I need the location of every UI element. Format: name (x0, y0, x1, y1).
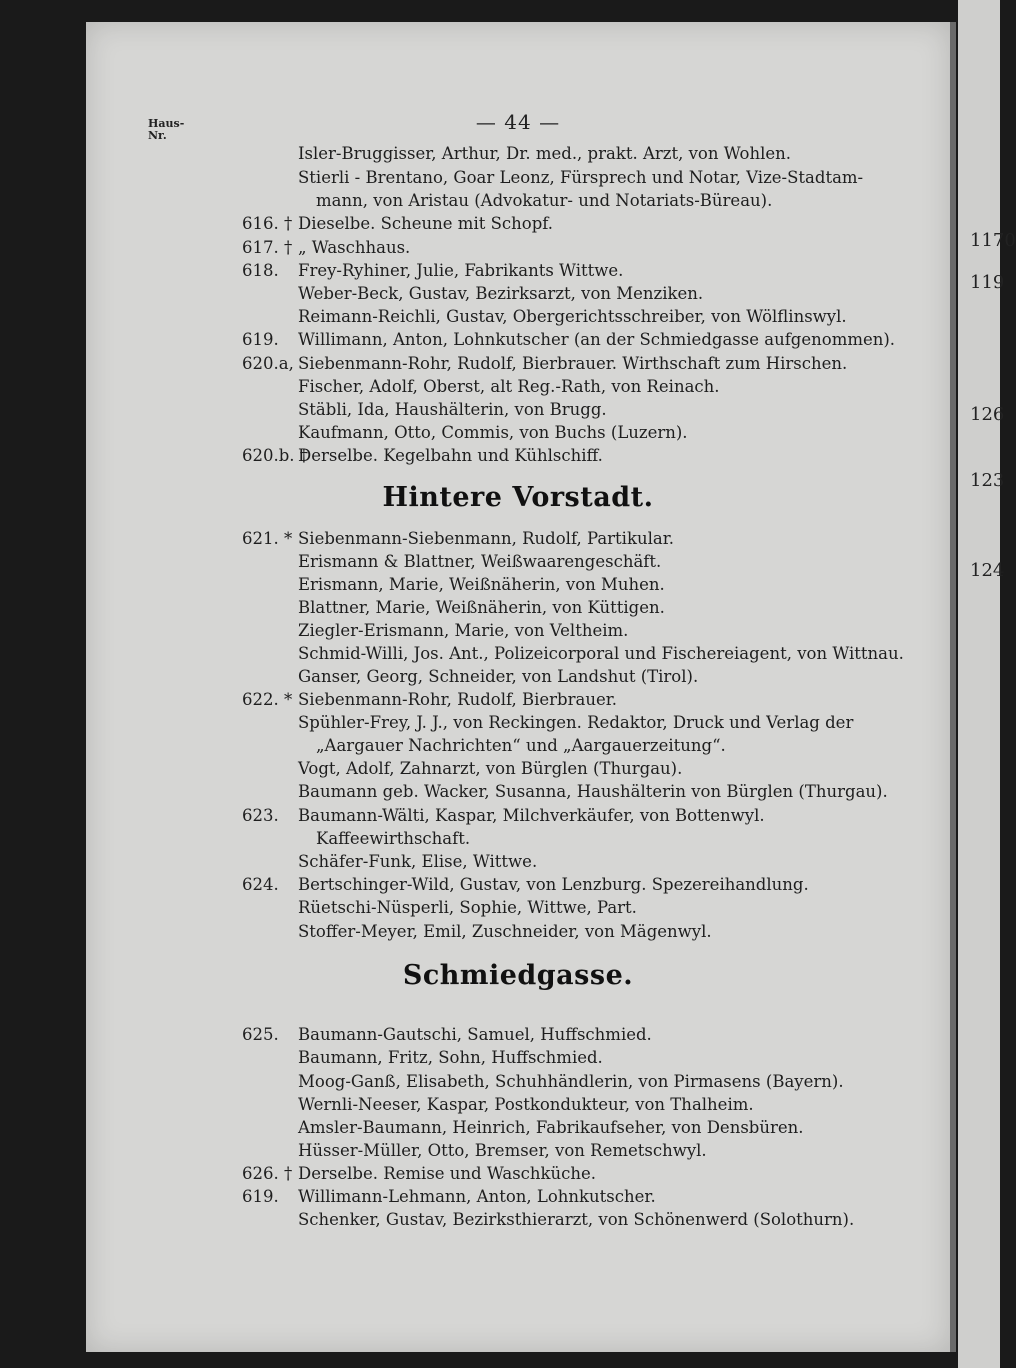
directory-entry (0, 423, 1000, 445)
entry-text: Baumann geb. Wacker, Susanna, Haushälterin von Bürglen (Thurgau). (298, 782, 888, 801)
entry-text: Willimann-Lehmann, Anton, Lohnkutscher. (298, 1187, 656, 1206)
directory-entry (0, 1072, 1000, 1094)
directory-entry (0, 598, 1000, 620)
entry-text: Weber-Beck, Gustav, Bezirksarzt, von Menziken. (298, 284, 704, 303)
house-number: 623. (242, 806, 279, 825)
directory-entry (0, 261, 1000, 283)
neighbor-number: 1170 (970, 230, 1016, 251)
house-number: 619. (242, 1187, 279, 1206)
entry-text: Stierli - Brentano, Goar Leonz, Fürsprech und Notar, Vize-Stadtam- (298, 168, 864, 187)
directory-entry (0, 898, 1000, 920)
entry-text: Rüetschi-Nüsperli, Sophie, Wittwe, Part. (298, 898, 637, 917)
entry-text: Frey-Ryhiner, Julie, Fabrikants Wittwe. (298, 261, 624, 280)
entry-text: Moog-Ganß, Elisabeth, Schuhhändlerin, von Pirmasens (Bayern). (298, 1072, 844, 1091)
directory-entry (0, 446, 1000, 468)
entry-text: Isler-Bruggisser, Arthur, Dr. med., prakt. Arzt, von Wohlen. (298, 144, 792, 163)
directory-entry (0, 1141, 1000, 1163)
entry-text: Fischer, Adolf, Oberst, alt Reg.-Rath, von Reinach. (298, 377, 720, 396)
entry-text: Bertschinger-Wild, Gustav, von Lenzburg. Spezereihandlung. (298, 875, 809, 894)
entry-text: Reimann-Reichli, Gustav, Obergerichtsschreiber, von Wölflinswyl. (298, 307, 847, 326)
directory-entry (0, 713, 1000, 735)
directory-entry (0, 875, 1000, 897)
directory-entry (0, 782, 1000, 804)
neighbor-number: 124 (970, 560, 1005, 581)
entry-text: Kaufmann, Otto, Commis, von Buchs (Luzern). (298, 423, 688, 442)
entry-text: Stäbli, Ida, Haushälterin, von Brugg. (298, 400, 607, 419)
directory-entry (0, 1025, 1000, 1047)
entry-text: Derselbe. Kegelbahn und Kühlschiff. (298, 446, 603, 465)
entry-text: Schenker, Gustav, Bezirksthierarzt, von Schönenwerd (Solothurn). (298, 1210, 855, 1229)
directory-entry (0, 621, 1000, 643)
entry-text: „ Waschhaus. (298, 238, 411, 257)
entry-text: Derselbe. Remise und Waschküche. (298, 1164, 597, 1183)
directory-entry (0, 690, 1000, 712)
directory-entry (0, 552, 1000, 574)
entry-text: Erismann & Blattner, Weißwaarengeschäft. (298, 552, 662, 571)
page-number: — 44 — (475, 110, 561, 134)
entry-text: Baumann-Wälti, Kaspar, Milchverkäufer, von Bottenwyl. (298, 806, 765, 825)
entry-text: Spühler-Frey, J. J., von Reckingen. Redaktor, Druck und Verlag der (298, 713, 854, 732)
house-number: 620.b. † (242, 446, 309, 465)
entry-text: Blattner, Marie, Weißnäherin, von Küttigen. (298, 598, 665, 617)
neighbor-number: 126 (970, 404, 1005, 425)
haus-nr-label: Haus- Nr. (148, 117, 185, 142)
entry-text: mann, von Aristau (Advokatur- und Notariats-Büreau). (316, 191, 773, 210)
entry-text: „Aargauer Nachrichten“ und „Aargauerzeitung“. (316, 736, 726, 755)
house-number: 620.a, (242, 354, 294, 373)
entry-text: Kaffeewirthschaft. (316, 829, 471, 848)
directory-entry (0, 922, 1000, 944)
directory-entry (0, 1164, 1000, 1186)
directory-entry (0, 575, 1000, 597)
directory-entry (0, 144, 1000, 166)
entry-text: Wernli-Neeser, Kaspar, Postkondukteur, von Thalheim. (298, 1095, 754, 1114)
directory-entry (0, 354, 1000, 376)
neighbor-number: 123 (970, 470, 1005, 491)
directory-entry (0, 1187, 1000, 1209)
neighbor-number: 119 (970, 272, 1005, 293)
directory-entry (0, 377, 1000, 399)
entry-text: Erismann, Marie, Weißnäherin, von Muhen. (298, 575, 665, 594)
directory-entry (0, 238, 1000, 260)
directory-entry (0, 736, 1000, 758)
directory-entry (0, 829, 1000, 851)
directory-entry (0, 330, 1000, 352)
house-number: 619. (242, 330, 279, 349)
house-number: 622. * (242, 690, 293, 709)
directory-entry (0, 1095, 1000, 1117)
directory-entry (0, 191, 1000, 213)
house-number: 621. * (242, 529, 293, 548)
entry-text: Vogt, Adolf, Zahnarzt, von Bürglen (Thurgau). (298, 759, 683, 778)
directory-entry (0, 667, 1000, 689)
house-number: 616. † (242, 214, 293, 233)
entry-text: Baumann, Fritz, Sohn, Huffschmied. (298, 1048, 603, 1067)
directory-entry (0, 759, 1000, 781)
entry-text: Ziegler-Erismann, Marie, von Veltheim. (298, 621, 629, 640)
entry-text: Siebenmann-Siebenmann, Rudolf, Partikular. (298, 529, 675, 548)
directory-entry (0, 529, 1000, 551)
directory-entry (0, 168, 1000, 190)
house-number: 624. (242, 875, 279, 894)
directory-entry (0, 1048, 1000, 1070)
directory-entry (0, 644, 1000, 666)
house-number: 626. † (242, 1164, 293, 1183)
directory-entry (0, 307, 1000, 329)
entry-text: Schäfer-Funk, Elise, Wittwe. (298, 852, 538, 871)
house-number: 617. † (242, 238, 293, 257)
house-number: 618. (242, 261, 279, 280)
directory-entry (0, 1210, 1000, 1232)
entry-text: Dieselbe. Scheune mit Schopf. (298, 214, 554, 233)
entry-text: Amsler-Baumann, Heinrich, Fabrikaufseher, von Densbüren. (298, 1118, 804, 1137)
directory-entry (0, 284, 1000, 306)
house-number: 625. (242, 1025, 279, 1044)
entry-text: Baumann-Gautschi, Samuel, Huffschmied. (298, 1025, 652, 1044)
entry-text: Willimann, Anton, Lohnkutscher (an der Schmiedgasse aufgenommen). (298, 330, 896, 349)
entry-text: Schmid-Willi, Jos. Ant., Polizeicorporal und Fischereiagent, von Wittnau. (298, 644, 904, 663)
section-heading: Hintere Vorstadt. (382, 482, 654, 513)
directory-entry (0, 806, 1000, 828)
entry-text: Hüsser-Müller, Otto, Bremser, von Remetschwyl. (298, 1141, 707, 1160)
entry-text: Ganser, Georg, Schneider, von Landshut (Tirol). (298, 667, 699, 686)
directory-entry (0, 400, 1000, 422)
directory-entry (0, 1118, 1000, 1140)
directory-entry (0, 214, 1000, 236)
directory-entry (0, 852, 1000, 874)
entry-text: Siebenmann-Rohr, Rudolf, Bierbrauer. Wirthschaft zum Hirschen. (298, 354, 848, 373)
section-heading: Schmiedgasse. (402, 960, 634, 991)
entry-text: Siebenmann-Rohr, Rudolf, Bierbrauer. (298, 690, 618, 709)
entry-text: Stoffer-Meyer, Emil, Zuschneider, von Mägenwyl. (298, 922, 712, 941)
